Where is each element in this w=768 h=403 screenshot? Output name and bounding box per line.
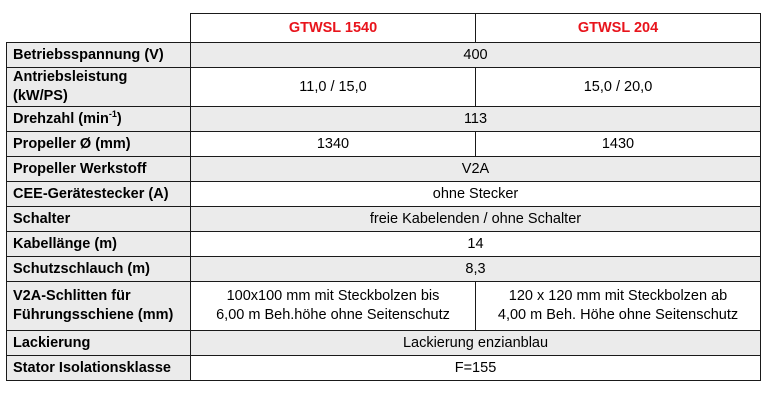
row-schalter: [7, 207, 761, 232]
value-schlitten-1540-line2: 6,00 m Beh.höhe ohne Seitenschutz: [216, 307, 450, 323]
header-row: [7, 14, 761, 43]
row-schlitten: [7, 282, 761, 331]
value-stator: F=155: [191, 356, 761, 381]
value-schlitten-1540: [191, 282, 476, 331]
value-schlitten-204-line2: 4,00 m Beh. Höhe ohne Seitenschutz: [497, 307, 739, 323]
header-corner: [7, 14, 191, 43]
value-cee: ohne Stecker: [191, 182, 761, 207]
label-stator: Stator Isolationsklasse: [7, 356, 191, 381]
label-schlitten: [7, 282, 191, 331]
value-schalter: freie Kabelenden / ohne Schalter: [191, 207, 761, 232]
row-schutzschlauch: [7, 257, 761, 282]
row-cee: [7, 182, 761, 207]
value-schlitten-1540-line1: 100x100 mm mit Steckbolzen bis: [226, 288, 440, 304]
label-drehzahl-prefix: Drehzahl (min: [13, 110, 109, 127]
label-schlitten-line1: V2A-Schlitten für: [13, 288, 131, 304]
row-drehzahl: [7, 107, 761, 132]
label-werkstoff: Propeller Werkstoff: [7, 157, 191, 182]
label-schlitten-line2: Führungsschiene (mm): [13, 307, 174, 323]
model-header-gtwsl-204: GTWSL 204: [476, 14, 761, 43]
value-betriebsspannung: 400: [191, 43, 761, 68]
label-lackierung: Lackierung: [7, 331, 191, 356]
value-werkstoff: V2A: [191, 157, 761, 182]
value-drehzahl: 113: [191, 107, 761, 132]
value-propeller-204: 1430: [476, 132, 761, 157]
label-drehzahl: [7, 107, 191, 132]
value-propeller-1540: 1340: [191, 132, 476, 157]
row-lackierung: [7, 331, 761, 356]
value-schlitten-204-line1: 120 x 120 mm mit Steckbolzen ab: [508, 288, 728, 304]
spec-table: [6, 13, 761, 381]
label-cee: CEE-Gerätestecker (A): [7, 182, 191, 207]
label-schutzschlauch: Schutzschlauch (m): [7, 257, 191, 282]
label-schalter: Schalter: [7, 207, 191, 232]
value-lackierung: Lackierung enzianblau: [191, 331, 761, 356]
label-drehzahl-suffix: ): [116, 110, 122, 127]
value-schutzschlauch: 8,3: [191, 257, 761, 282]
label-kabellaenge: Kabellänge (m): [7, 232, 191, 257]
row-propeller: [7, 132, 761, 157]
model-header-gtwsl-1540: GTWSL 1540: [191, 14, 476, 43]
value-schlitten-204: [476, 282, 761, 331]
value-antriebsleistung-204: 15,0 / 20,0: [476, 68, 761, 107]
row-betriebsspannung: [7, 43, 761, 68]
label-propeller: Propeller Ø (mm): [7, 132, 191, 157]
label-drehzahl-exponent: -1: [108, 108, 117, 119]
row-stator: [7, 356, 761, 381]
row-antriebsleistung: [7, 68, 761, 107]
value-kabellaenge: 14: [191, 232, 761, 257]
label-betriebsspannung: Betriebsspannung (V): [7, 43, 191, 68]
row-werkstoff: [7, 157, 761, 182]
value-antriebsleistung-1540: 11,0 / 15,0: [191, 68, 476, 107]
label-antriebsleistung: Antriebsleistung (kW/PS): [7, 68, 191, 107]
row-kabellaenge: [7, 232, 761, 257]
